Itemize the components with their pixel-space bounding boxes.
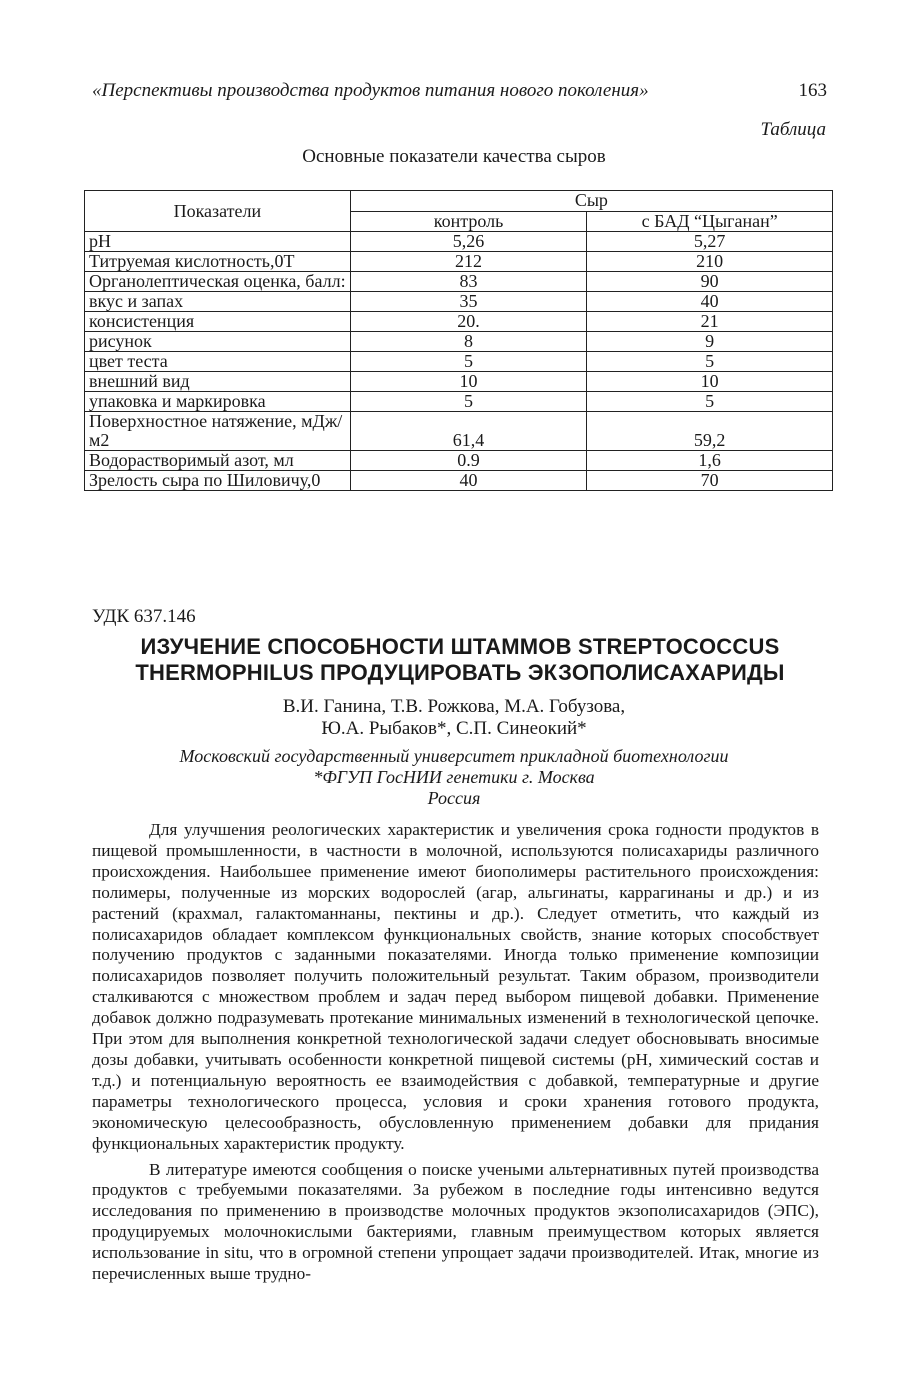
header-control: контроль	[350, 211, 587, 232]
table-row	[85, 392, 833, 412]
row-name: Поверхностное натяжение, мДж/м2	[85, 412, 351, 451]
table-label: Таблица	[760, 119, 826, 140]
table-row	[85, 332, 833, 352]
row-name: Зрелость сыра по Шиловичу,0	[85, 471, 351, 491]
table-row	[85, 352, 833, 372]
value-bad: 90	[587, 272, 833, 292]
row-name: Титруемая кислотность,0Т	[85, 252, 351, 272]
header-bad: с БАД “Цыганан”	[587, 211, 833, 232]
table-row	[85, 272, 833, 292]
value-control: 61,4	[350, 412, 587, 451]
quality-table	[84, 190, 833, 491]
row-name: цвет теста	[85, 352, 351, 372]
running-title: «Перспективы производства продуктов питания нового поколения»	[92, 80, 649, 101]
table-row	[85, 451, 833, 471]
header-indicators: Показатели	[85, 191, 351, 232]
row-name: упаковка и маркировка	[85, 392, 351, 412]
value-control: 83	[350, 272, 587, 292]
value-bad: 5,27	[587, 232, 833, 252]
table-row	[85, 372, 833, 392]
row-name: консистенция	[85, 312, 351, 332]
value-control: 10	[350, 372, 587, 392]
value-bad: 40	[587, 292, 833, 312]
value-control: 0.9	[350, 451, 587, 471]
value-control: 5	[350, 392, 587, 412]
value-control: 212	[350, 252, 587, 272]
authors-line: Ю.А. Рыбаков*, С.П. Синеокий*	[321, 718, 587, 739]
affiliation-line: *ФГУП ГосНИИ генетики г. Москва	[313, 767, 595, 787]
row-name: pH	[85, 232, 351, 252]
value-bad: 1,6	[587, 451, 833, 471]
udc-code: УДК 637.146	[92, 606, 196, 627]
article-title	[80, 634, 840, 686]
row-name: внешний вид	[85, 372, 351, 392]
table-row	[85, 412, 833, 451]
article-body	[92, 820, 819, 1290]
value-bad: 10	[587, 372, 833, 392]
value-bad: 21	[587, 312, 833, 332]
value-control: 5	[350, 352, 587, 372]
table-row	[85, 471, 833, 491]
affiliation-country: Россия	[427, 788, 481, 808]
table-row	[85, 312, 833, 332]
affiliation-line: Московский государственный университет прикладной биотехнологии	[179, 746, 729, 766]
value-control: 5,26	[350, 232, 587, 252]
row-name: Органолептическая оценка, балл:	[85, 272, 351, 292]
authors	[0, 696, 908, 740]
row-name: рисунок	[85, 332, 351, 352]
value-bad: 59,2	[587, 412, 833, 451]
value-control: 40	[350, 471, 587, 491]
affiliation	[0, 746, 908, 809]
authors-line: В.И. Ганина, Т.В. Рожкова, М.А. Гобузова,	[282, 696, 626, 717]
value-control: 8	[350, 332, 587, 352]
table-body	[85, 232, 833, 491]
header-cheese: Сыр	[350, 191, 832, 212]
value-control: 35	[350, 292, 587, 312]
body-paragraph: В литературе имеются сообщения о поиске учеными альтернативных путей производства продуктов с требуемыми показателями. За рубежом в последние годы интенсивно ведутся исследования по применению в производстве молочных продуктов экзополисахаридов (ЭПС), продуцируемых молочнокислыми бактериями, главным преимуществом которых является использование in situ, что в огромной степени упрощает задачи производителей. Итак, многие из перечисленных выше трудно-	[92, 1159, 819, 1284]
article-title-line: ИЗУЧЕНИЕ СПОСОБНОСТИ ШТАММОВ STREPTOCOCCUS	[140, 634, 780, 659]
body-paragraph: Для улучшения реологических характеристик и увеличения срока годности продуктов в пищевой промышленности, в частности в молочной, используются полисахариды различного происхождения. Наибольшее применение имеют биополимеры растительного происхождения: полимеры, полученные из морских водорослей (агар, альгинаты, каррагинаны и др.) и из растений (крахмал, галактоманнаны, пектины и др.). Следует отметить, что каждый из полисахаридов обладает комплексом функциональных свойств, знание которых способствует получению продуктов с заданными показателями. Иногда только применение композиции полисахаридов позволяет получить положительный результат. Таким образом, производители сталкиваются с множеством проблем и задач перед выбором пищевой добавки. Применение добавок должно подразумевать протекание минимальных изменений в технологической цепочке. При этом для выполнения конкретной технологической задачи следует обосновывать вносимые дозы добавки, учитывать особенности конкретной пищевой системы (рН, химический состав и т.д.) и потенциальную вероятность ее взаимодействия с добавкой, температурные и другие параметры технологического процесса, условия и сроки хранения готового продукта, экономическую целесообразность, обусловленную применением добавки для придания функциональных характеристик продукту.	[92, 820, 819, 1153]
value-bad: 9	[587, 332, 833, 352]
running-header	[92, 80, 827, 102]
value-bad: 5	[587, 392, 833, 412]
article-title-line: THERMOPHILUS ПРОДУЦИРОВАТЬ ЭКЗОПОЛИСАХАРИДЫ	[135, 660, 785, 685]
table-row	[85, 292, 833, 312]
value-bad: 5	[587, 352, 833, 372]
row-name: вкус и запах	[85, 292, 351, 312]
value-bad: 70	[587, 471, 833, 491]
value-control: 20.	[350, 312, 587, 332]
table-row	[85, 232, 833, 252]
page-number: 163	[798, 80, 827, 101]
row-name: Водорастворимый азот, мл	[85, 451, 351, 471]
value-bad: 210	[587, 252, 833, 272]
table-row	[85, 252, 833, 272]
table-title: Основные показатели качества сыров	[302, 146, 606, 167]
